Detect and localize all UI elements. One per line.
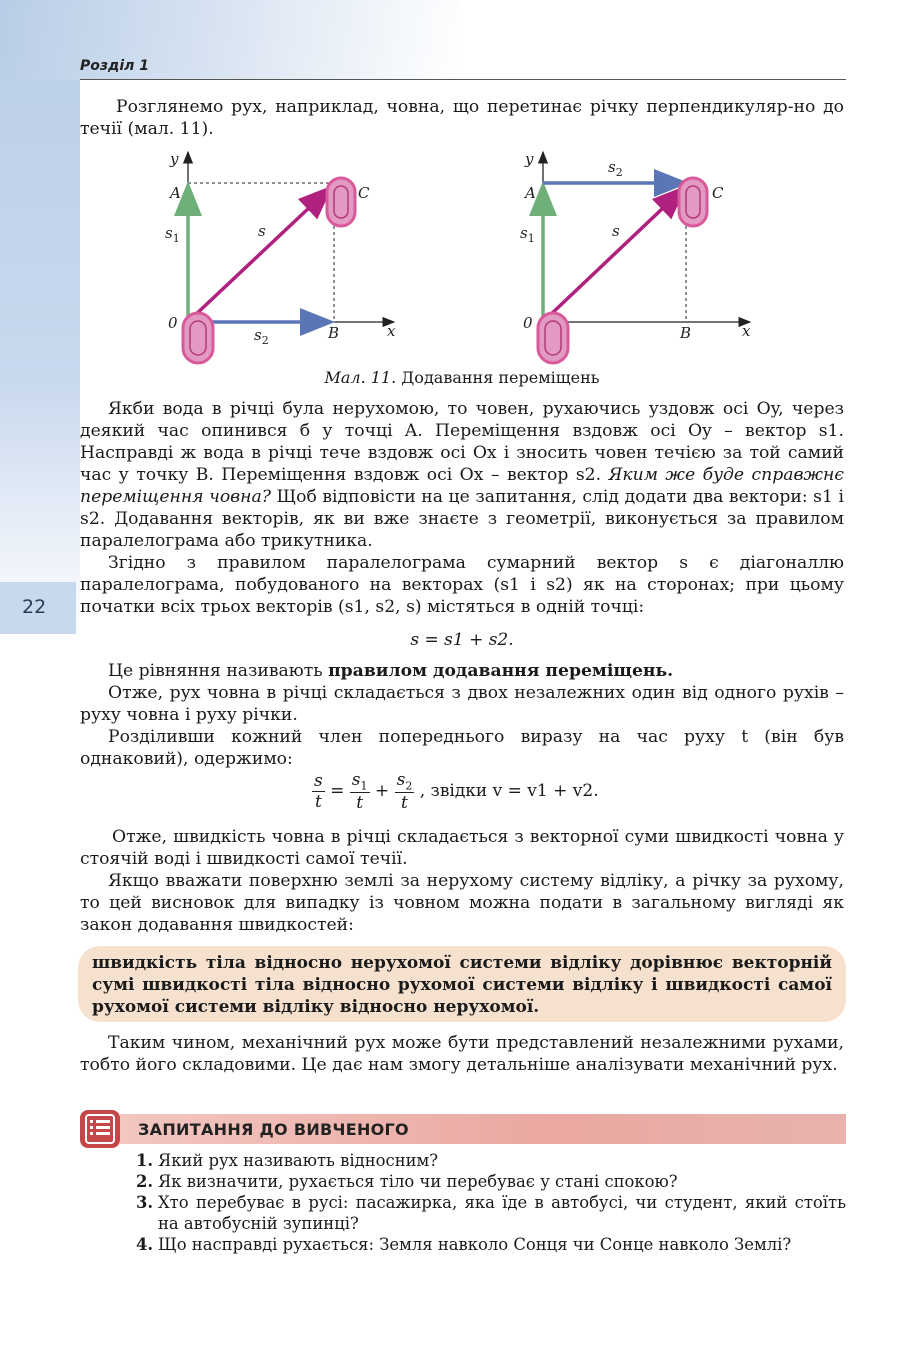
label-x: x [387, 322, 396, 340]
label-y-right: y [525, 150, 534, 168]
caption-prefix: Мал. 11. [324, 368, 397, 387]
paragraph-5: Розділивши кожний член попереднього виразу на час руху t (він був однаковий), одержимо: [80, 727, 844, 769]
formula-velocity: $\frac{s}{t}$ = $\frac{s_1}{t}$ + $\frac{s_2}{t}$ , звідки v = v1 + v2. [314, 770, 599, 814]
formula-displacement-sum: s = s1 + s2. [410, 630, 514, 650]
label-s1-right: $s_1$ [520, 224, 535, 245]
paragraph-7: Якщо вважати поверхню землі за нерухому систему відліку, а річку за рухому, то цей висновок для випадку із човном можна подати в загальному вигляді як закон додавання швидкостей: [80, 871, 844, 935]
figure-11 [150, 150, 770, 370]
boat-start [183, 313, 213, 363]
fraction-s1-over-t: $\frac{s_1}{t}$ [351, 770, 368, 814]
fraction-s2-over-t: $\frac{s_2}{t}$ [396, 770, 413, 814]
label-s1: $s_1$ [165, 224, 180, 245]
boat-end [327, 178, 355, 226]
paragraph-1-question: Яким же буде справжнє переміщення човна? [80, 465, 844, 507]
diagram-left [165, 150, 396, 363]
figure-caption [80, 368, 844, 387]
label-c: C [358, 184, 370, 202]
vector-s-right [547, 190, 682, 318]
questions-list [136, 1150, 846, 1255]
label-b: B [328, 324, 340, 342]
paragraph-1 [80, 398, 844, 552]
page-corner-gradient [0, 0, 460, 80]
label-s2: $s_2$ [254, 326, 269, 347]
law-of-velocity-addition: швидкість тіла відносно нерухомої системи відліку дорівнює векторній сумі швидкості тіла відносно рухомої системи відліку і швидкості самої рухомої системи відліку відносно нерухомої. [92, 953, 832, 1017]
label-c-right: C [712, 184, 724, 202]
paragraph-1-text-b: Щоб відповісти на це запитання, слід додати два вектори: s1 і s2. Додавання векторів, як ви вже знаєте з геометрії, виконується за правилом паралелограма або трикутника. [80, 487, 844, 551]
label-a: A [170, 184, 181, 202]
label-origin: 0 [168, 314, 178, 332]
formula-velocity-tail: , звідки v = v1 + v2. [419, 781, 599, 802]
label-x-right: x [742, 322, 751, 340]
paragraph-8: Таким чином, механічний рух може бути представлений незалежними рухами, тобто його складовими. Це дає нам змогу детальніше аналізувати механічний рух. [80, 1033, 844, 1075]
label-b-right: B [680, 324, 692, 342]
paragraph-2: Згідно з правилом паралелограма сумарний вектор s є діагоналлю паралелограма, побудованого на векторах (s1 і s2) як на сторонах; при цьому початки всіх трьох векторів (s1, s2, s) містяться в одній точці: [80, 553, 844, 617]
paragraph-3 [80, 660, 844, 682]
label-s: s [258, 222, 266, 240]
paragraph-3-term: правилом додавання переміщень. [328, 661, 674, 681]
paragraph-6: Отже, швидкість човна в річці складається з векторної суми швидкості човна у стоячій воді і швидкості самої течії. [80, 827, 844, 869]
label-a-right: A [525, 184, 536, 202]
caption-text: Додавання переміщень [401, 368, 600, 387]
fraction-s-over-t: $\frac{s}{t}$ [314, 771, 323, 813]
label-s-right: s [612, 222, 620, 240]
label-origin-right: 0 [523, 314, 533, 332]
list-item: 4. Що насправді рухається: Земля навколо Сонця чи Сонце навколо Землі? [136, 1235, 792, 1254]
list-icon [80, 1110, 120, 1148]
vector-s [192, 190, 328, 318]
diagram-right [520, 150, 751, 363]
list-item: 2. Як визначити, рухається тіло чи перебуває у стані спокою? [136, 1172, 678, 1191]
section-label: Розділ 1 [80, 58, 149, 74]
list-item: 1. Який рух називають відносним? [136, 1151, 439, 1170]
page-number: 22 [22, 596, 47, 618]
label-y: y [170, 150, 179, 168]
boat-end-right [679, 178, 707, 226]
paragraph-4: Отже, рух човна в річці складається з двох незалежних один від одного рухів – руху човна і руху річки. [80, 683, 844, 725]
questions-title: ЗАПИТАННЯ ДО ВИВЧЕНОГО [138, 1120, 409, 1139]
list-item: 3. Хто перебуває в русі: пасажирка, яка їде в автобусі, чи студент, який стоїть на автобусній зупинці? [136, 1193, 846, 1233]
boat-start-right [538, 313, 568, 363]
paragraph-3-text: Це рівняння називають [108, 661, 329, 681]
paragraph-1-text-a: Якби вода в річці була нерухомою, то човен, рухаючись уздовж осі Oy, через деякий час опинився б у точці A. Переміщення вздовж осі Oy – вектор s1. Насправді ж вода в річці тече вздовж осі Ox і зносить човен течією за той самий час у точку B. Переміщення вздовж осі Ox – вектор s2. [80, 399, 844, 485]
page-side-gradient [0, 0, 80, 640]
intro-paragraph: Розглянемо рух, наприклад, човна, що перетинає річку перпендикуляр-но до течії (мал. 11). [80, 97, 844, 139]
label-s2-right: $s_2$ [608, 158, 623, 179]
header-rule [80, 79, 846, 80]
